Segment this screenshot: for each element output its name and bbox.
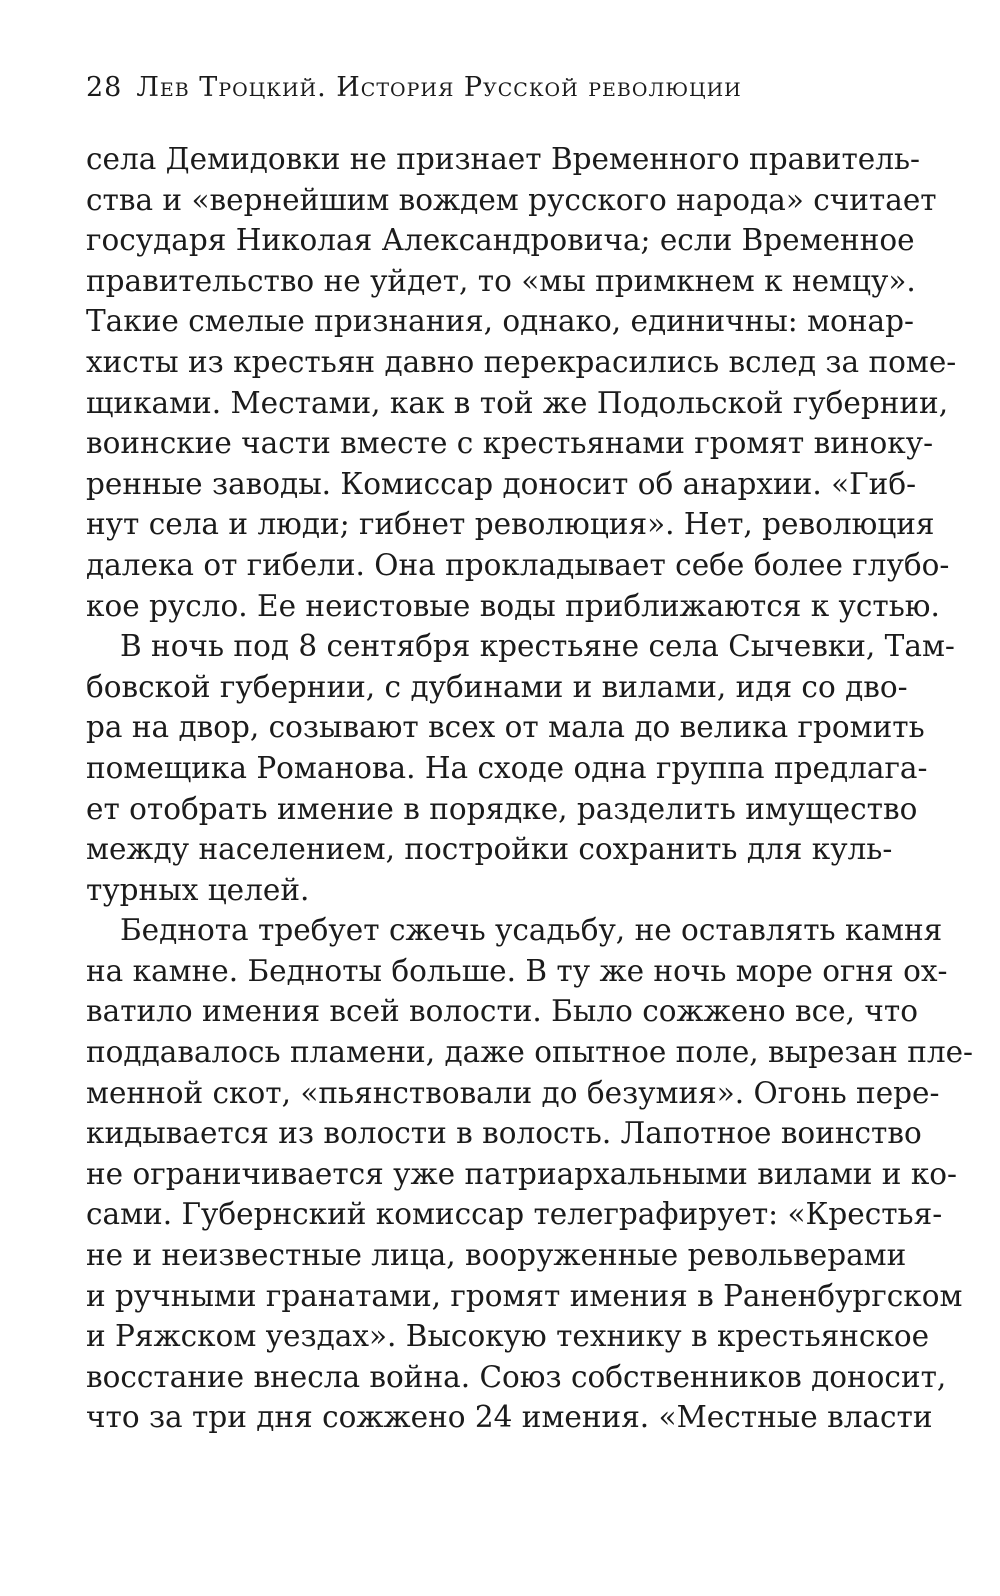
text-line: села Демидовки не признает Временного правитель- — [86, 142, 920, 176]
paragraph-3 — [86, 910, 974, 1438]
text-line: что за три дня сожжено 24 имения. «Местные власти — [86, 1400, 933, 1435]
text-line: воинские части вместе с крестьянами громят виноку- — [86, 426, 934, 461]
text-line: не и неизвестные лица, вооруженные револьверами — [86, 1238, 907, 1273]
text-line: и Ряжском уездах». Высокую технику в крестьянское — [86, 1319, 930, 1354]
text-line: бовской губернии, с дубинами и вилами, идя со дво- — [86, 669, 908, 704]
text-line: сами. Губернский комиссар телеграфирует: «Крестья- — [86, 1197, 943, 1232]
text-line: менной скот, «пьянствовали до безумия». Огонь пере- — [86, 1075, 940, 1110]
text-line: ра на двор, созывают всех от мала до велика громить — [86, 710, 925, 745]
text-line: хисты из крестьян давно перекрасились вслед за поме- — [86, 344, 957, 379]
page-number: 28 — [86, 72, 123, 103]
text-line: кидывается из волости в волость. Лапотное воинство — [86, 1116, 922, 1151]
running-head — [86, 68, 856, 108]
text-line: помещика Романова. На сходе одна группа предлага- — [86, 750, 928, 785]
text-line: турных целей. — [86, 872, 310, 907]
text-line: между населением, постройки сохранить для куль- — [86, 832, 893, 867]
text-line: ет отобрать имение в порядке, разделить имущество — [86, 791, 918, 826]
text-line: правительство не уйдет, то «мы примкнем к немцу». — [86, 263, 916, 298]
text-line: далека от гибели. Она прокладывает себе более глубо- — [86, 547, 950, 582]
text-line: не ограничивается уже патриархальными вилами и ко- — [86, 1156, 958, 1191]
text-line: и ручными гранатами, громят имения в Раненбургском — [86, 1278, 963, 1313]
text-line: В ночь под 8 сентября крестьяне села Сычевки, Там- — [120, 629, 955, 664]
text-line: восстание внесла война. Союз собственников доносит, — [86, 1359, 947, 1394]
paragraph-1 — [86, 139, 957, 626]
paragraph-2 — [86, 626, 955, 910]
text-line: ватило имения всей волости. Было сожжено все, что — [86, 994, 918, 1029]
text-line: нут села и люди; гибнет революция». Нет, революция — [86, 507, 935, 542]
book-title: Лев Троцкий. История Русской революции — [136, 72, 742, 103]
text-line: государя Николая Александровича; если Временное — [86, 223, 915, 258]
text-line: ства и «вернейшим вождем русского народа» считает — [86, 182, 937, 217]
text-line: ренные заводы. Комиссар доносит об анархии. «Гиб- — [86, 466, 917, 501]
text-line: кое русло. Ее неистовые воды приближаются к устью. — [86, 588, 940, 623]
text-line: щиками. Местами, как в той же Подольской губернии, — [86, 385, 949, 420]
text-line: поддавалось пламени, даже опытное поле, вырезан пле- — [86, 1035, 974, 1070]
text-line: на камне. Бедноты больше. В ту же ночь море огня ох- — [86, 953, 948, 988]
body-text — [86, 139, 974, 1438]
text-line: Такие смелые признания, однако, единичны: монар- — [86, 304, 914, 339]
text-line: Беднота требует сжечь усадьбу, не оставлять камня — [120, 913, 943, 948]
